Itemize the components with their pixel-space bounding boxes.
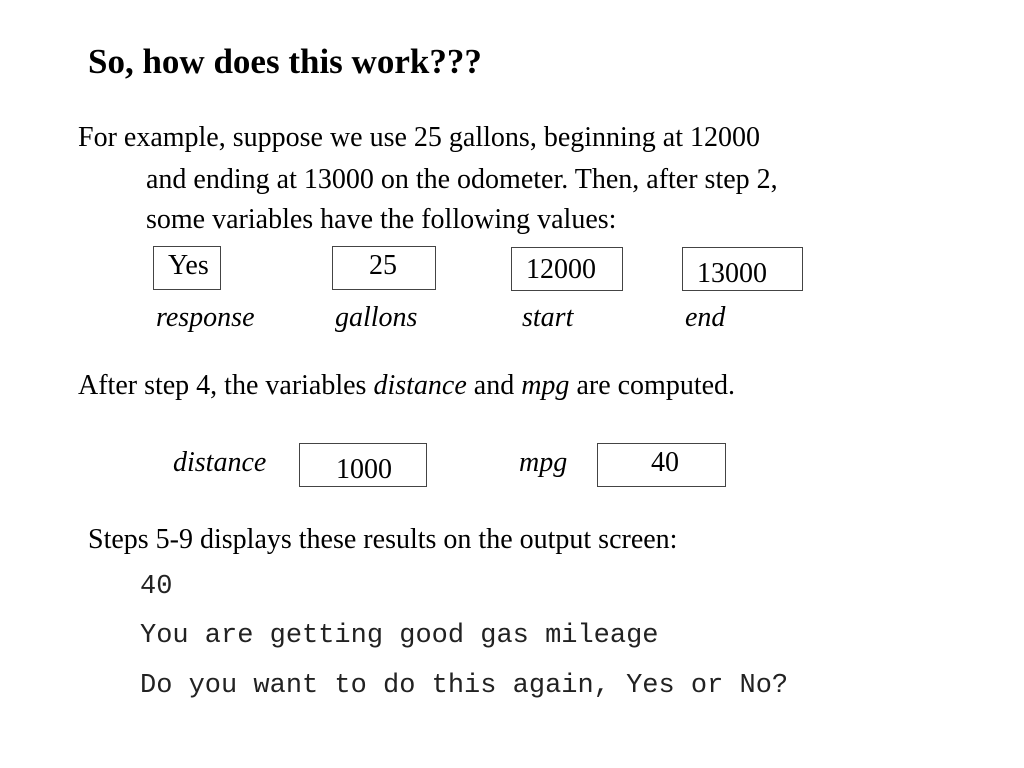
output-intro: Steps 5-9 displays these results on the output screen:: [88, 524, 678, 555]
variable-box-response: [153, 246, 221, 290]
intro-line-1: For example, suppose we use 25 gallons, beginning at 12000: [78, 122, 761, 153]
step4-suffix: are computed.: [569, 370, 736, 401]
step4-sentence: [78, 366, 735, 406]
output-line-prompt: Do you want to do this again, Yes or No?: [140, 671, 789, 701]
variable-label-distance: distance: [173, 447, 267, 478]
variable-value-response: Yes: [168, 250, 209, 281]
variable-label-start: start: [522, 302, 574, 333]
variable-label-gallons: gallons: [335, 302, 418, 333]
variable-value-distance: 1000: [336, 454, 392, 485]
variable-box-end: [682, 247, 803, 291]
intro-line-2: and ending at 13000 on the odometer. Then, after step 2,: [146, 164, 778, 195]
intro-line-3: some variables have the following values:: [146, 204, 617, 235]
step4-prefix: After step 4, the variables: [78, 370, 374, 401]
variable-label-response: response: [156, 302, 255, 333]
variable-box-gallons: [332, 246, 436, 290]
variable-value-mpg: 40: [651, 447, 679, 478]
step4-var-distance: distance: [373, 370, 467, 401]
step4-var-mpg: mpg: [521, 370, 570, 401]
variable-box-distance: [299, 443, 427, 487]
variable-value-end: 13000: [697, 258, 767, 289]
output-line-mpg: 40: [140, 572, 173, 602]
output-line-message: You are getting good gas mileage: [140, 621, 659, 651]
variable-label-mpg: mpg: [519, 447, 568, 478]
step4-middle: and: [466, 370, 522, 401]
slide-title: So, how does this work???: [88, 42, 482, 81]
variable-value-gallons: 25: [369, 250, 397, 281]
variable-value-start: 12000: [526, 254, 596, 285]
variable-label-end: end: [685, 302, 726, 333]
variable-box-start: [511, 247, 623, 291]
variable-box-mpg: [597, 443, 726, 487]
